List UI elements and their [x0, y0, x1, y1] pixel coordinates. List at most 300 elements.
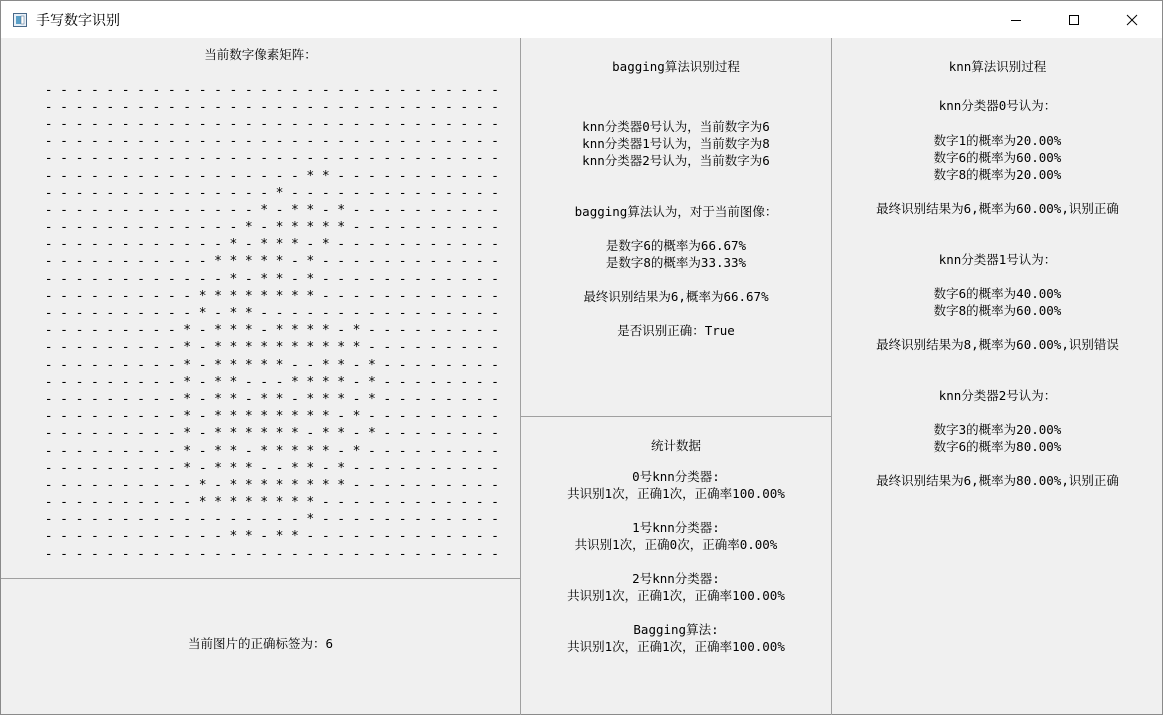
matrix-cell-empty: -	[198, 99, 207, 115]
bagging-final-result: 最终识别结果为6,概率为66.67%	[583, 289, 769, 304]
matrix-cell-empty: -	[44, 391, 53, 407]
bagging-prob-1: 是数字8的概率为33.33%	[605, 255, 747, 270]
matrix-cell-empty: -	[137, 202, 145, 218]
matrix-cell-empty: -	[137, 460, 145, 476]
matrix-cell-empty: -	[106, 202, 115, 218]
matrix-cell-empty: -	[321, 512, 330, 528]
matrix-cell-filled: *	[244, 288, 253, 304]
matrix-cell-empty: -	[291, 546, 299, 562]
matrix-cell-filled: *	[214, 443, 222, 459]
matrix-cell-empty: -	[44, 477, 53, 493]
matrix-cell-empty: -	[75, 168, 84, 184]
matrix-cell-empty: -	[152, 254, 161, 270]
matrix-cell-empty: -	[429, 116, 438, 132]
matrix-cell-empty: -	[90, 151, 99, 167]
matrix-cell-filled: *	[260, 288, 269, 304]
matrix-cell-empty: -	[229, 220, 238, 236]
matrix-cell-empty: -	[60, 340, 68, 356]
matrix-cell-empty: -	[429, 82, 438, 98]
matrix-cell-empty: -	[429, 237, 438, 253]
matrix-cell-empty: -	[429, 477, 438, 493]
matrix-cell-empty: -	[121, 116, 130, 132]
matrix-cell-empty: -	[44, 134, 53, 150]
matrix-cell-empty: -	[491, 357, 499, 373]
matrix-cell-empty: -	[90, 99, 99, 115]
stats-detail-1: 共识别1次，正确0次，正确率0.00%	[574, 537, 778, 552]
matrix-cell-empty: -	[491, 288, 499, 304]
matrix-cell-filled: *	[337, 357, 346, 373]
matrix-cell-empty: -	[60, 495, 68, 511]
matrix-cell-empty: -	[137, 271, 145, 287]
matrix-cell-empty: -	[121, 237, 130, 253]
matrix-cell-filled: *	[244, 357, 253, 373]
matrix-cell-empty: -	[44, 340, 53, 356]
matrix-cell-filled: *	[229, 495, 238, 511]
matrix-cell-filled: *	[214, 357, 222, 373]
matrix-cell-empty: -	[291, 116, 299, 132]
matrix-cell-empty: -	[229, 202, 238, 218]
matrix-cell-empty: -	[398, 323, 407, 339]
matrix-cell-empty: -	[383, 340, 392, 356]
matrix-cell-empty: -	[475, 340, 484, 356]
matrix-cell-empty: -	[491, 477, 499, 493]
matrix-cell-empty: -	[121, 220, 130, 236]
matrix-cell-empty: -	[398, 495, 407, 511]
matrix-cell-empty: -	[275, 546, 284, 562]
matrix-cell-empty: -	[306, 99, 315, 115]
matrix-cell-empty: -	[383, 426, 392, 442]
matrix-cell-empty: -	[44, 254, 53, 270]
matrix-cell-empty: -	[198, 237, 207, 253]
maximize-button[interactable]	[1045, 1, 1103, 38]
matrix-cell-empty: -	[137, 512, 145, 528]
matrix-cell-filled: *	[306, 254, 315, 270]
matrix-cell-empty: -	[198, 185, 207, 201]
matrix-cell-empty: -	[444, 271, 453, 287]
matrix-cell-filled: *	[306, 495, 315, 511]
minimize-button[interactable]	[987, 1, 1045, 38]
matrix-cell-empty: -	[444, 374, 453, 390]
matrix-cell-filled: *	[260, 495, 269, 511]
matrix-cell-empty: -	[367, 82, 376, 98]
matrix-cell-empty: -	[90, 306, 99, 322]
matrix-cell-empty: -	[460, 357, 469, 373]
matrix-cell-empty: -	[383, 202, 392, 218]
matrix-cell-empty: -	[90, 426, 99, 442]
matrix-cell-empty: -	[414, 237, 422, 253]
knn-0-header: knn分类器0号认为：	[938, 98, 1057, 113]
matrix-cell-empty: -	[367, 134, 376, 150]
matrix-cell-empty: -	[367, 495, 376, 511]
matrix-cell-empty: -	[44, 168, 53, 184]
matrix-cell-empty: -	[244, 99, 253, 115]
matrix-cell-filled: *	[198, 495, 207, 511]
matrix-cell-filled: *	[183, 409, 192, 425]
matrix-cell-empty: -	[60, 220, 68, 236]
matrix-cell-empty: -	[244, 168, 253, 184]
matrix-cell-empty: -	[152, 185, 161, 201]
knn-1-header: knn分类器1号认为：	[938, 252, 1057, 267]
matrix-cell-empty: -	[167, 443, 176, 459]
matrix-cell-empty: -	[183, 306, 192, 322]
matrix-row	[41, 443, 503, 460]
matrix-cell-empty: -	[106, 185, 115, 201]
matrix-cell-empty: -	[491, 151, 499, 167]
matrix-cell-empty: -	[167, 409, 176, 425]
matrix-cell-empty: -	[444, 220, 453, 236]
matrix-cell-empty: -	[44, 529, 53, 545]
matrix-cell-empty: -	[106, 288, 115, 304]
matrix-cell-empty: -	[90, 409, 99, 425]
matrix-cell-filled: *	[291, 460, 299, 476]
matrix-cell-empty: -	[106, 391, 115, 407]
matrix-cell-empty: -	[152, 477, 161, 493]
matrix-row	[41, 460, 503, 477]
matrix-cell-empty: -	[475, 185, 484, 201]
matrix-cell-empty: -	[137, 546, 145, 562]
matrix-cell-empty: -	[275, 134, 284, 150]
matrix-cell-empty: -	[321, 254, 330, 270]
matrix-cell-empty: -	[444, 529, 453, 545]
matrix-cell-empty: -	[198, 340, 207, 356]
matrix-cell-empty: -	[60, 529, 68, 545]
matrix-cell-empty: -	[352, 168, 361, 184]
matrix-cell-empty: -	[90, 323, 99, 339]
matrix-cell-empty: -	[183, 288, 192, 304]
matrix-cell-filled: *	[183, 340, 192, 356]
matrix-cell-filled: *	[244, 529, 253, 545]
matrix-cell-empty: -	[414, 82, 422, 98]
matrix-cell-filled: *	[321, 168, 330, 184]
matrix-cell-empty: -	[460, 168, 469, 184]
matrix-cell-filled: *	[291, 443, 299, 459]
matrix-cell-empty: -	[491, 82, 499, 98]
matrix-cell-empty: -	[214, 271, 222, 287]
matrix-cell-empty: -	[429, 202, 438, 218]
title-bar[interactable]	[1, 1, 1162, 38]
matrix-cell-empty: -	[214, 220, 222, 236]
matrix-cell-empty: -	[260, 529, 269, 545]
matrix-cell-empty: -	[121, 82, 130, 98]
matrix-cell-empty: -	[398, 134, 407, 150]
matrix-cell-empty: -	[44, 271, 53, 287]
matrix-row	[41, 495, 503, 512]
matrix-cell-empty: -	[398, 477, 407, 493]
matrix-cell-empty: -	[398, 443, 407, 459]
matrix-cell-empty: -	[352, 116, 361, 132]
matrix-cell-empty: -	[244, 374, 253, 390]
matrix-cell-filled: *	[291, 340, 299, 356]
matrix-cell-empty: -	[491, 409, 499, 425]
matrix-cell-filled: *	[306, 512, 315, 528]
matrix-cell-filled: *	[183, 460, 192, 476]
knn-process-panel	[832, 38, 1163, 715]
stats-detail-2: 共识别1次，正确1次，正确率100.00%	[567, 588, 785, 603]
matrix-cell-empty: -	[306, 529, 315, 545]
matrix-cell-empty: -	[152, 546, 161, 562]
matrix-cell-empty: -	[167, 495, 176, 511]
matrix-cell-empty: -	[398, 426, 407, 442]
matrix-cell-empty: -	[444, 134, 453, 150]
matrix-cell-empty: -	[475, 151, 484, 167]
matrix-cell-empty: -	[152, 168, 161, 184]
bagging-classifier-2: knn分类器2号认为，当前数字为6	[582, 153, 770, 168]
matrix-cell-filled: *	[337, 340, 346, 356]
matrix-cell-empty: -	[244, 512, 253, 528]
matrix-cell-empty: -	[429, 185, 438, 201]
matrix-cell-empty: -	[306, 357, 315, 373]
matrix-cell-empty: -	[491, 271, 499, 287]
matrix-cell-empty: -	[75, 460, 84, 476]
matrix-cell-empty: -	[214, 151, 222, 167]
matrix-cell-empty: -	[383, 116, 392, 132]
matrix-cell-empty: -	[183, 271, 192, 287]
matrix-cell-empty: -	[398, 202, 407, 218]
matrix-cell-empty: -	[460, 185, 469, 201]
matrix-cell-filled: *	[214, 426, 222, 442]
matrix-cell-empty: -	[321, 495, 330, 511]
close-button[interactable]	[1103, 1, 1161, 38]
matrix-cell-empty: -	[429, 443, 438, 459]
matrix-cell-filled: *	[214, 460, 222, 476]
matrix-cell-empty: -	[60, 185, 68, 201]
matrix-cell-empty: -	[491, 220, 499, 236]
matrix-cell-empty: -	[337, 254, 346, 270]
matrix-cell-empty: -	[183, 529, 192, 545]
matrix-cell-empty: -	[106, 374, 115, 390]
matrix-cell-empty: -	[337, 409, 346, 425]
matrix-cell-empty: -	[152, 529, 161, 545]
matrix-cell-empty: -	[167, 82, 176, 98]
matrix-cell-empty: -	[306, 546, 315, 562]
matrix-cell-empty: -	[414, 323, 422, 339]
matrix-cell-filled: *	[367, 374, 376, 390]
matrix-cell-empty: -	[106, 529, 115, 545]
matrix-cell-empty: -	[337, 116, 346, 132]
matrix-cell-filled: *	[214, 409, 222, 425]
matrix-cell-empty: -	[383, 460, 392, 476]
matrix-cell-empty: -	[383, 99, 392, 115]
matrix-cell-empty: -	[44, 202, 53, 218]
matrix-cell-filled: *	[244, 426, 253, 442]
matrix-cell-empty: -	[183, 202, 192, 218]
matrix-cell-empty: -	[106, 220, 115, 236]
matrix-cell-empty: -	[352, 495, 361, 511]
matrix-cell-empty: -	[75, 443, 84, 459]
knn-1-result: 最终识别结果为8,概率为60.00%,识别错误	[876, 337, 1119, 352]
matrix-cell-filled: *	[229, 460, 238, 476]
matrix-cell-empty: -	[475, 288, 484, 304]
matrix-cell-empty: -	[337, 271, 346, 287]
matrix-cell-empty: -	[137, 409, 145, 425]
matrix-cell-empty: -	[44, 306, 53, 322]
matrix-row	[41, 477, 503, 494]
matrix-cell-empty: -	[429, 374, 438, 390]
matrix-cell-filled: *	[229, 306, 238, 322]
matrix-cell-empty: -	[106, 357, 115, 373]
matrix-cell-empty: -	[475, 357, 484, 373]
matrix-cell-empty: -	[383, 288, 392, 304]
matrix-cell-empty: -	[121, 477, 130, 493]
matrix-cell-empty: -	[352, 357, 361, 373]
matrix-cell-empty: -	[44, 443, 53, 459]
matrix-cell-filled: *	[306, 288, 315, 304]
matrix-cell-empty: -	[75, 512, 84, 528]
matrix-cell-empty: -	[306, 237, 315, 253]
matrix-cell-empty: -	[429, 546, 438, 562]
matrix-cell-empty: -	[491, 99, 499, 115]
matrix-cell-filled: *	[260, 391, 269, 407]
matrix-cell-empty: -	[90, 202, 99, 218]
matrix-cell-filled: *	[306, 374, 315, 390]
matrix-cell-empty: -	[444, 512, 453, 528]
matrix-cell-empty: -	[367, 529, 376, 545]
matrix-cell-empty: -	[121, 151, 130, 167]
matrix-cell-empty: -	[275, 512, 284, 528]
matrix-cell-filled: *	[306, 340, 315, 356]
matrix-cell-empty: -	[260, 168, 269, 184]
matrix-cell-empty: -	[475, 409, 484, 425]
matrix-cell-filled: *	[337, 220, 346, 236]
matrix-cell-empty: -	[337, 288, 346, 304]
matrix-cell-empty: -	[383, 271, 392, 287]
matrix-cell-empty: -	[137, 237, 145, 253]
stats-detail-0: 共识别1次，正确1次，正确率100.00%	[567, 486, 785, 501]
matrix-cell-empty: -	[444, 116, 453, 132]
matrix-cell-empty: -	[321, 271, 330, 287]
matrix-cell-empty: -	[475, 220, 484, 236]
matrix-cell-empty: -	[352, 82, 361, 98]
matrix-cell-empty: -	[398, 99, 407, 115]
matrix-cell-empty: -	[90, 82, 99, 98]
matrix-cell-empty: -	[414, 116, 422, 132]
matrix-cell-empty: -	[214, 237, 222, 253]
matrix-cell-empty: -	[260, 82, 269, 98]
matrix-cell-empty: -	[429, 512, 438, 528]
matrix-cell-empty: -	[198, 151, 207, 167]
matrix-cell-empty: -	[414, 134, 422, 150]
matrix-cell-empty: -	[367, 512, 376, 528]
matrix-cell-empty: -	[260, 220, 269, 236]
matrix-cell-empty: -	[167, 271, 176, 287]
matrix-row	[41, 185, 503, 202]
matrix-cell-empty: -	[383, 134, 392, 150]
matrix-cell-empty: -	[491, 323, 499, 339]
matrix-cell-empty: -	[444, 306, 453, 322]
matrix-cell-filled: *	[291, 202, 299, 218]
matrix-cell-empty: -	[75, 82, 84, 98]
matrix-cell-empty: -	[167, 254, 176, 270]
matrix-cell-empty: -	[167, 116, 176, 132]
matrix-cell-filled: *	[321, 443, 330, 459]
matrix-cell-empty: -	[414, 254, 422, 270]
matrix-cell-empty: -	[60, 82, 68, 98]
matrix-cell-empty: -	[44, 82, 53, 98]
matrix-cell-empty: -	[398, 529, 407, 545]
matrix-cell-empty: -	[214, 529, 222, 545]
matrix-cell-filled: *	[244, 477, 253, 493]
matrix-cell-empty: -	[167, 374, 176, 390]
matrix-cell-filled: *	[275, 391, 284, 407]
matrix-cell-empty: -	[183, 185, 192, 201]
matrix-cell-empty: -	[75, 116, 84, 132]
matrix-cell-empty: -	[383, 168, 392, 184]
matrix-cell-empty: -	[75, 426, 84, 442]
window-title: 手写数字识别	[36, 13, 120, 29]
matrix-cell-empty: -	[198, 426, 207, 442]
matrix-cell-empty: -	[121, 202, 130, 218]
matrix-cell-empty: -	[367, 185, 376, 201]
matrix-row	[41, 288, 503, 305]
matrix-cell-empty: -	[460, 82, 469, 98]
matrix-cell-filled: *	[291, 495, 299, 511]
matrix-cell-empty: -	[121, 546, 130, 562]
matrix-cell-empty: -	[429, 168, 438, 184]
matrix-cell-empty: -	[90, 271, 99, 287]
matrix-cell-empty: -	[352, 202, 361, 218]
matrix-cell-empty: -	[260, 323, 269, 339]
matrix-cell-empty: -	[75, 288, 84, 304]
matrix-cell-empty: -	[167, 99, 176, 115]
bagging-process-panel	[521, 38, 832, 417]
matrix-cell-filled: *	[321, 323, 330, 339]
matrix-cell-empty: -	[106, 151, 115, 167]
matrix-cell-filled: *	[306, 168, 315, 184]
matrix-cell-empty: -	[137, 306, 145, 322]
knn-0-prob-2: 数字8的概率为20.00%	[933, 167, 1062, 182]
matrix-cell-empty: -	[460, 151, 469, 167]
matrix-cell-empty: -	[475, 495, 484, 511]
matrix-cell-empty: -	[152, 237, 161, 253]
matrix-cell-empty: -	[491, 495, 499, 511]
matrix-cell-empty: -	[444, 340, 453, 356]
matrix-cell-empty: -	[383, 185, 392, 201]
matrix-cell-filled: *	[321, 340, 330, 356]
matrix-cell-empty: -	[152, 116, 161, 132]
matrix-cell-empty: -	[60, 477, 68, 493]
matrix-cell-empty: -	[152, 202, 161, 218]
matrix-cell-empty: -	[475, 443, 484, 459]
matrix-cell-empty: -	[491, 168, 499, 184]
matrix-cell-empty: -	[460, 271, 469, 287]
matrix-cell-empty: -	[90, 443, 99, 459]
matrix-cell-empty: -	[90, 168, 99, 184]
matrix-cell-empty: -	[352, 288, 361, 304]
matrix-cell-empty: -	[60, 460, 68, 476]
matrix-cell-empty: -	[106, 306, 115, 322]
matrix-cell-empty: -	[429, 288, 438, 304]
matrix-cell-empty: -	[183, 254, 192, 270]
matrix-cell-empty: -	[352, 185, 361, 201]
matrix-cell-empty: -	[275, 306, 284, 322]
matrix-cell-empty: -	[198, 357, 207, 373]
matrix-cell-empty: -	[352, 306, 361, 322]
matrix-cell-empty: -	[414, 168, 422, 184]
knn-2-prob-1: 数字6的概率为80.00%	[933, 439, 1062, 454]
matrix-cell-filled: *	[321, 374, 330, 390]
matrix-row	[41, 151, 503, 168]
matrix-cell-filled: *	[214, 254, 222, 270]
matrix-cell-empty: -	[383, 151, 392, 167]
matrix-cell-empty: -	[106, 134, 115, 150]
matrix-cell-empty: -	[75, 391, 84, 407]
matrix-cell-empty: -	[137, 288, 145, 304]
matrix-cell-empty: -	[75, 220, 84, 236]
matrix-cell-empty: -	[75, 477, 84, 493]
matrix-cell-empty: -	[491, 443, 499, 459]
maximize-icon	[1068, 14, 1080, 26]
matrix-cell-filled: *	[244, 495, 253, 511]
